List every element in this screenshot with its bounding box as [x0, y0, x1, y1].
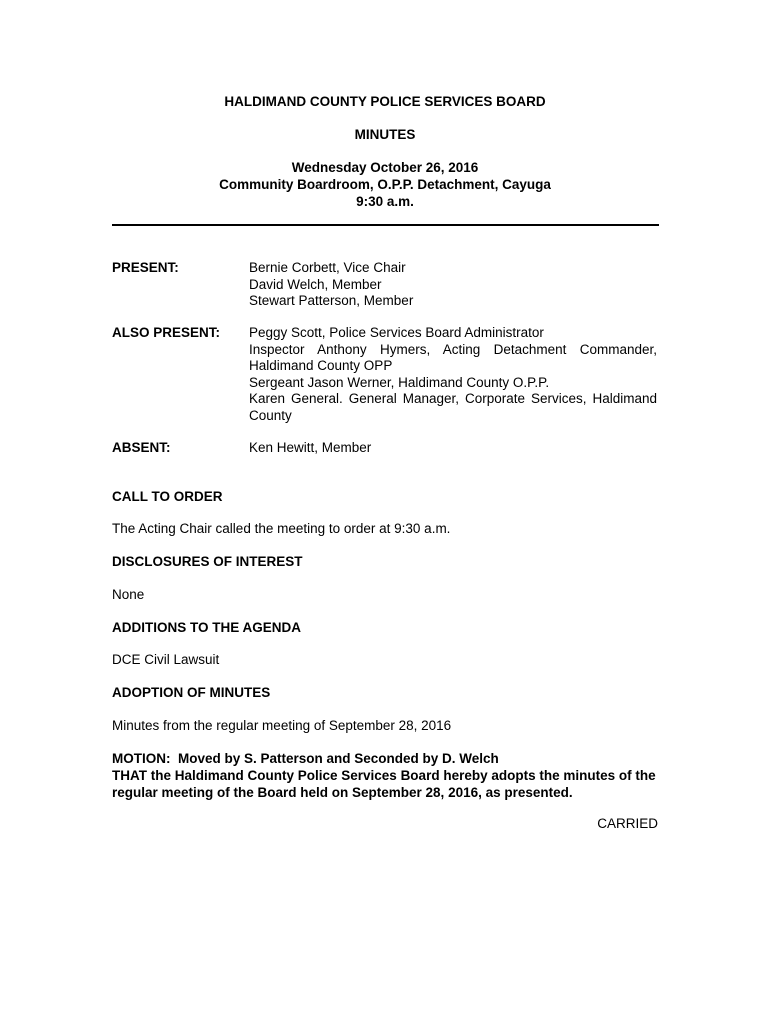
call-to-order-text: The Acting Chair called the meeting to order at 9:30 a.m.	[112, 521, 451, 536]
motion-result: CARRIED	[597, 816, 658, 831]
also-present-member: Karen General. General Manager, Corporate Services, Haldimand County	[249, 391, 657, 423]
additions-heading: ADDITIONS TO THE AGENDA	[112, 620, 302, 635]
additions-text: DCE Civil Lawsuit	[112, 652, 220, 667]
absent-member: Ken Hewitt, Member	[249, 440, 372, 455]
call-to-order-heading: CALL TO ORDER	[112, 489, 223, 504]
also-present-member: Sergeant Jason Werner, Haldimand County O.P.P.	[249, 374, 550, 390]
meeting-location: Community Boardroom, O.P.P. Detachment, Cayuga	[219, 177, 551, 192]
also-present-label: ALSO PRESENT:	[112, 325, 221, 340]
motion-block	[112, 750, 658, 801]
present-label: PRESENT:	[112, 260, 179, 275]
also-present-list	[249, 325, 657, 424]
present-member: David Welch, Member	[249, 276, 382, 292]
present-list	[249, 260, 657, 310]
document-organization-title: HALDIMAND COUNTY POLICE SERVICES BOARD	[224, 94, 546, 109]
also-present-member: Peggy Scott, Police Services Board Administrator	[249, 325, 544, 340]
present-member: Bernie Corbett, Vice Chair	[249, 260, 406, 275]
adoption-heading: ADOPTION OF MINUTES	[112, 685, 271, 700]
absent-label: ABSENT:	[112, 440, 171, 455]
meeting-time: 9:30 a.m.	[356, 194, 414, 209]
meeting-date: Wednesday October 26, 2016	[291, 160, 479, 175]
document-type-title: MINUTES	[354, 127, 416, 142]
motion-mover-line: MOTION: Moved by S. Patterson and Seconded by D. Welch	[112, 751, 499, 766]
present-member: Stewart Patterson, Member	[249, 293, 414, 308]
header-divider	[112, 224, 659, 226]
disclosures-heading: DISCLOSURES OF INTEREST	[112, 554, 303, 569]
disclosures-text: None	[112, 587, 145, 602]
also-present-member: Inspector Anthony Hymers, Acting Detachment Commander, Haldimand County OPP	[249, 341, 657, 373]
absent-list	[249, 440, 657, 457]
adoption-text: Minutes from the regular meeting of September 28, 2016	[112, 718, 452, 733]
motion-body: THAT the Haldimand County Police Services Board hereby adopts the minutes of the regular meeting of the Board held on September 28, 2016, as presented.	[112, 768, 656, 800]
